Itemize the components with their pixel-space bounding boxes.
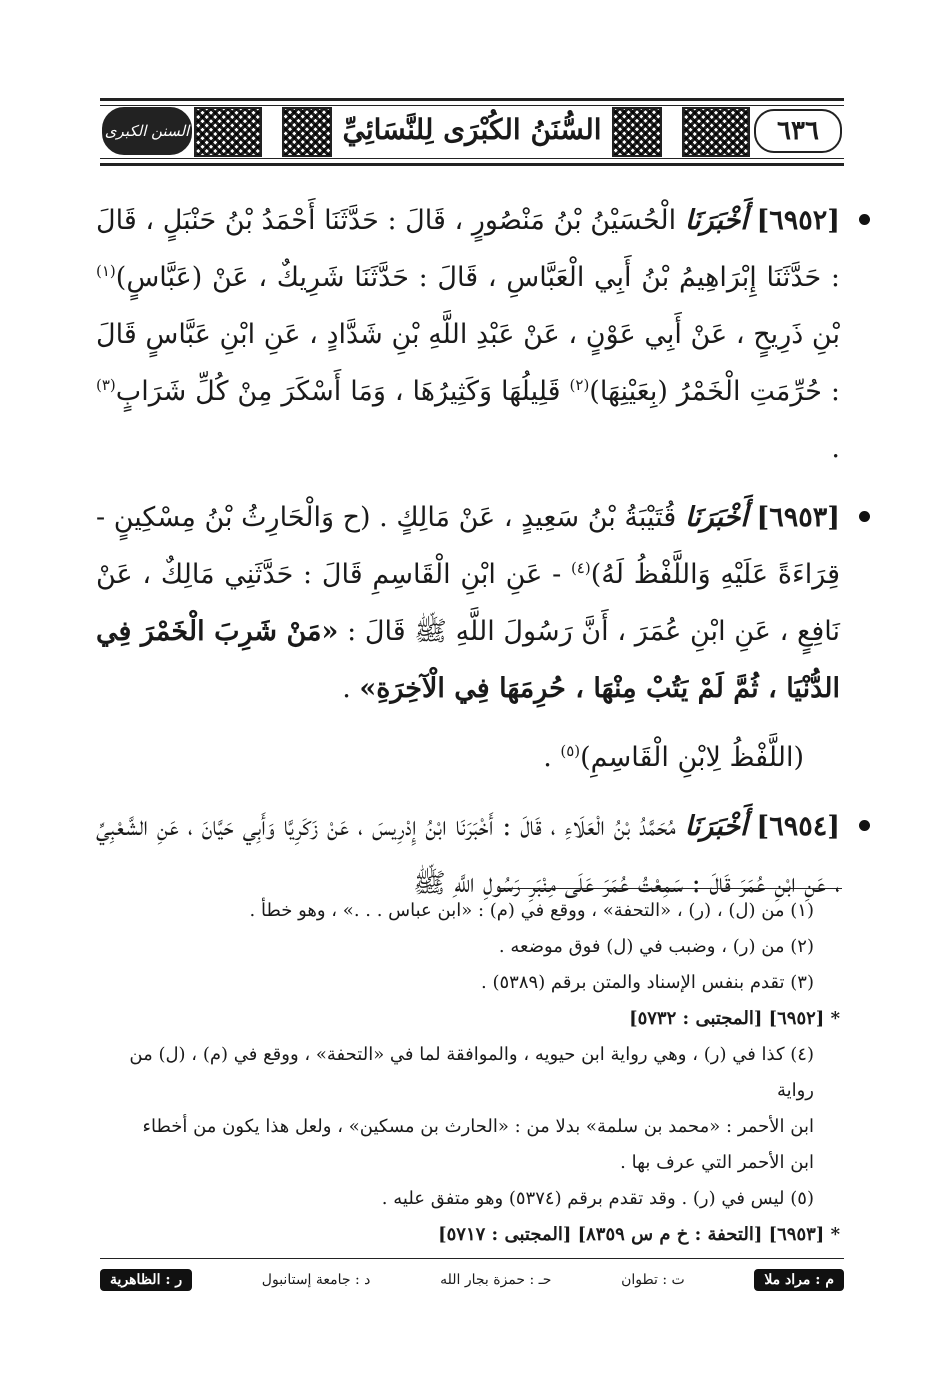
footnote-5: (٥) ليس في (ر) . وقد تقدم برقم (٥٣٧٤) وهو متفق عليه . (381, 1188, 814, 1209)
lafz-text: (اللَّفْظُ لِابْنِ الْقَاسِمِ) (580, 742, 804, 773)
running-title: السُّنَنُ الكُبْرَى لِلنَّسَائِيِّ (340, 109, 604, 149)
page-header (100, 98, 844, 166)
akhbarana-word: أَخْبَرَنَا (684, 502, 748, 533)
ornament-pattern (612, 107, 662, 157)
bullet-icon (859, 820, 870, 831)
bullet-icon (859, 511, 870, 522)
hadith-number: [٦٩٥٢] (756, 205, 841, 236)
footnote-2: (٢) من (ر) ، وضبب في (ل) فوق موضعه . (498, 936, 814, 957)
hadith-number: [٦٩٥٤] (756, 811, 840, 842)
hadith-text: - عَنِ ابْنِ الْقَاسِمِ قَالَ : حَدَّثَنِي مَالِكٌ ، عَنْ نَافِعٍ ، عَنِ ابْنِ عُمَرَ ، أَنَّ رَسُولَ اللَّهِ ﷺ قَالَ : (96, 559, 841, 647)
hadith-reference: * [٦٩٥٣] [التحفة : خ م س ٨٣٥٩] [المجتبى : ٥٧١٧] (438, 1224, 840, 1245)
ornament-pattern (682, 107, 750, 157)
ornament-pattern (282, 107, 332, 157)
footnote-ref[interactable]: (٤) (570, 559, 591, 577)
ornament-pattern (194, 107, 262, 157)
page-number: ٦٣٦ (754, 109, 842, 153)
akhbarana-word: أَخْبَرَنَا (684, 205, 748, 236)
hadith-6952 (96, 192, 840, 477)
footnote-separator (500, 888, 842, 889)
legend-r: ر : الظاهرية (100, 1269, 192, 1291)
hadith-text: بْنِ ذَرِيحٍ ، عَنْ أَبِي عَوْنٍ ، عَنْ عَبْدِ اللَّهِ بْنِ شَدَّادٍ ، عَنِ ابْنِ عَبَّاسٍ قَالَ : حُرِّمَتِ الْخَمْرُ (بِعَيْنِهَا) (96, 319, 840, 407)
footnote-3: (٣) تقدم بنفس الإسناد والمتن برقم (٥٣٨٩) . (481, 972, 814, 993)
akhbarana-word: أَخْبَرَنَا (684, 811, 748, 842)
legend-separator (100, 1258, 844, 1259)
footnote-4-continued: ابن الأحمر التي عرف بها . (620, 1152, 814, 1173)
footnote-ref[interactable]: (٢) (569, 376, 590, 394)
hadith-text: الْحُسَيْنُ بْنُ مَنْصُورٍ ، قَالَ : حَدَّثَنَا أَحْمَدُ بْنُ حَنْبَلٍ ، قَالَ : حَدَّثَنَا إِبْرَاهِيمُ بْنُ أَبِي الْعَبَّاسِ ، قَالَ : حَدَّثَنَا شَرِيكٌ ، عَنْ (عَبَّاسٍ) (96, 205, 840, 293)
legend-m: م : مراد ملا (754, 1269, 844, 1291)
footnote-ref[interactable]: (٥) (560, 742, 581, 760)
hadith-text: قَلِيلُهَا وَكَثِيرُهَا ، وَمَا أَسْكَرَ مِنْ كُلِّ شَرَابٍ (115, 376, 570, 407)
lafz-note (96, 729, 840, 786)
hadith-reference: * [٦٩٥٢] [المجتبى : ٥٧٣٢] (629, 1008, 840, 1029)
legend-d: د : جامعة إستانبول (261, 1272, 371, 1288)
hadith-6953 (96, 489, 840, 717)
hadith-text: مُحَمَّدُ بْنُ الْعَلَاءِ ، قَالَ : أَخْبَرَنَا ابْنُ إِدْرِيسَ ، عَنْ زَكَرِيَّا وَأَبِي حَيَّانَ ، عَنِ الشَّعْبِيِّ ، عَنِ ابْنِ عُمَرَ قَالَ : سَمِعْتُ عُمَرَ عَلَى مِنْبَرِ رَسُولِ اللَّهِ ﷺ (96, 811, 840, 899)
footnotes (98, 893, 840, 1253)
lafz-end: . (543, 742, 561, 773)
hadith-end: . (342, 673, 360, 704)
footnote-1: (١) من (ل) ، (ر) ، «التحفة» ، ووقع في (م) : «ابن عباس . . .» ، وهو خطأ . (249, 900, 814, 921)
footnote-ref[interactable]: (١) (96, 262, 116, 280)
footnote-ref[interactable]: (٣) (96, 376, 116, 394)
main-text (96, 192, 840, 924)
footnote-4: (٤) كذا في (ر) ، وهي رواية ابن حيويه ، والموافقة لما في «التحفة» ، ووقع في (م) ، (ل) من رواية (129, 1044, 814, 1101)
hadith-end: . (831, 433, 840, 464)
bullet-icon (859, 214, 870, 225)
hadith-number: [٦٩٥٣] (756, 502, 841, 533)
manuscript-legend (100, 1265, 844, 1295)
book-logo (102, 107, 192, 155)
footnote-4-continued: ابن الأحمر : «محمد بن سلمة» بدلا من : «الحارث بن مسكين» ، ولعل هذا يكون من أخطاء (142, 1116, 814, 1137)
legend-t: ت : تطوان (621, 1272, 685, 1288)
hadith-matn: «مَنْ شَرِبَ الْخَمْرَ فِي الدُّنْيَا ، ثُمَّ لَمْ يَتُبْ مِنْهَا ، حُرِمَهَا فِي الْآخِرَةِ» (96, 616, 840, 704)
hadith-text: قُتَيْبَةُ بْنُ سَعِيدٍ ، عَنْ مَالِكٍ . (ح وَالْحَارِثُ بْنُ مِسْكِينٍ - قِرَاءَةً عَلَيْهِ وَاللَّفْظُ لَهُ) (96, 502, 841, 590)
legend-h: حـ : حمزة بجار الله (440, 1272, 552, 1288)
book-logo-text: السنن الكبرى (104, 122, 190, 140)
